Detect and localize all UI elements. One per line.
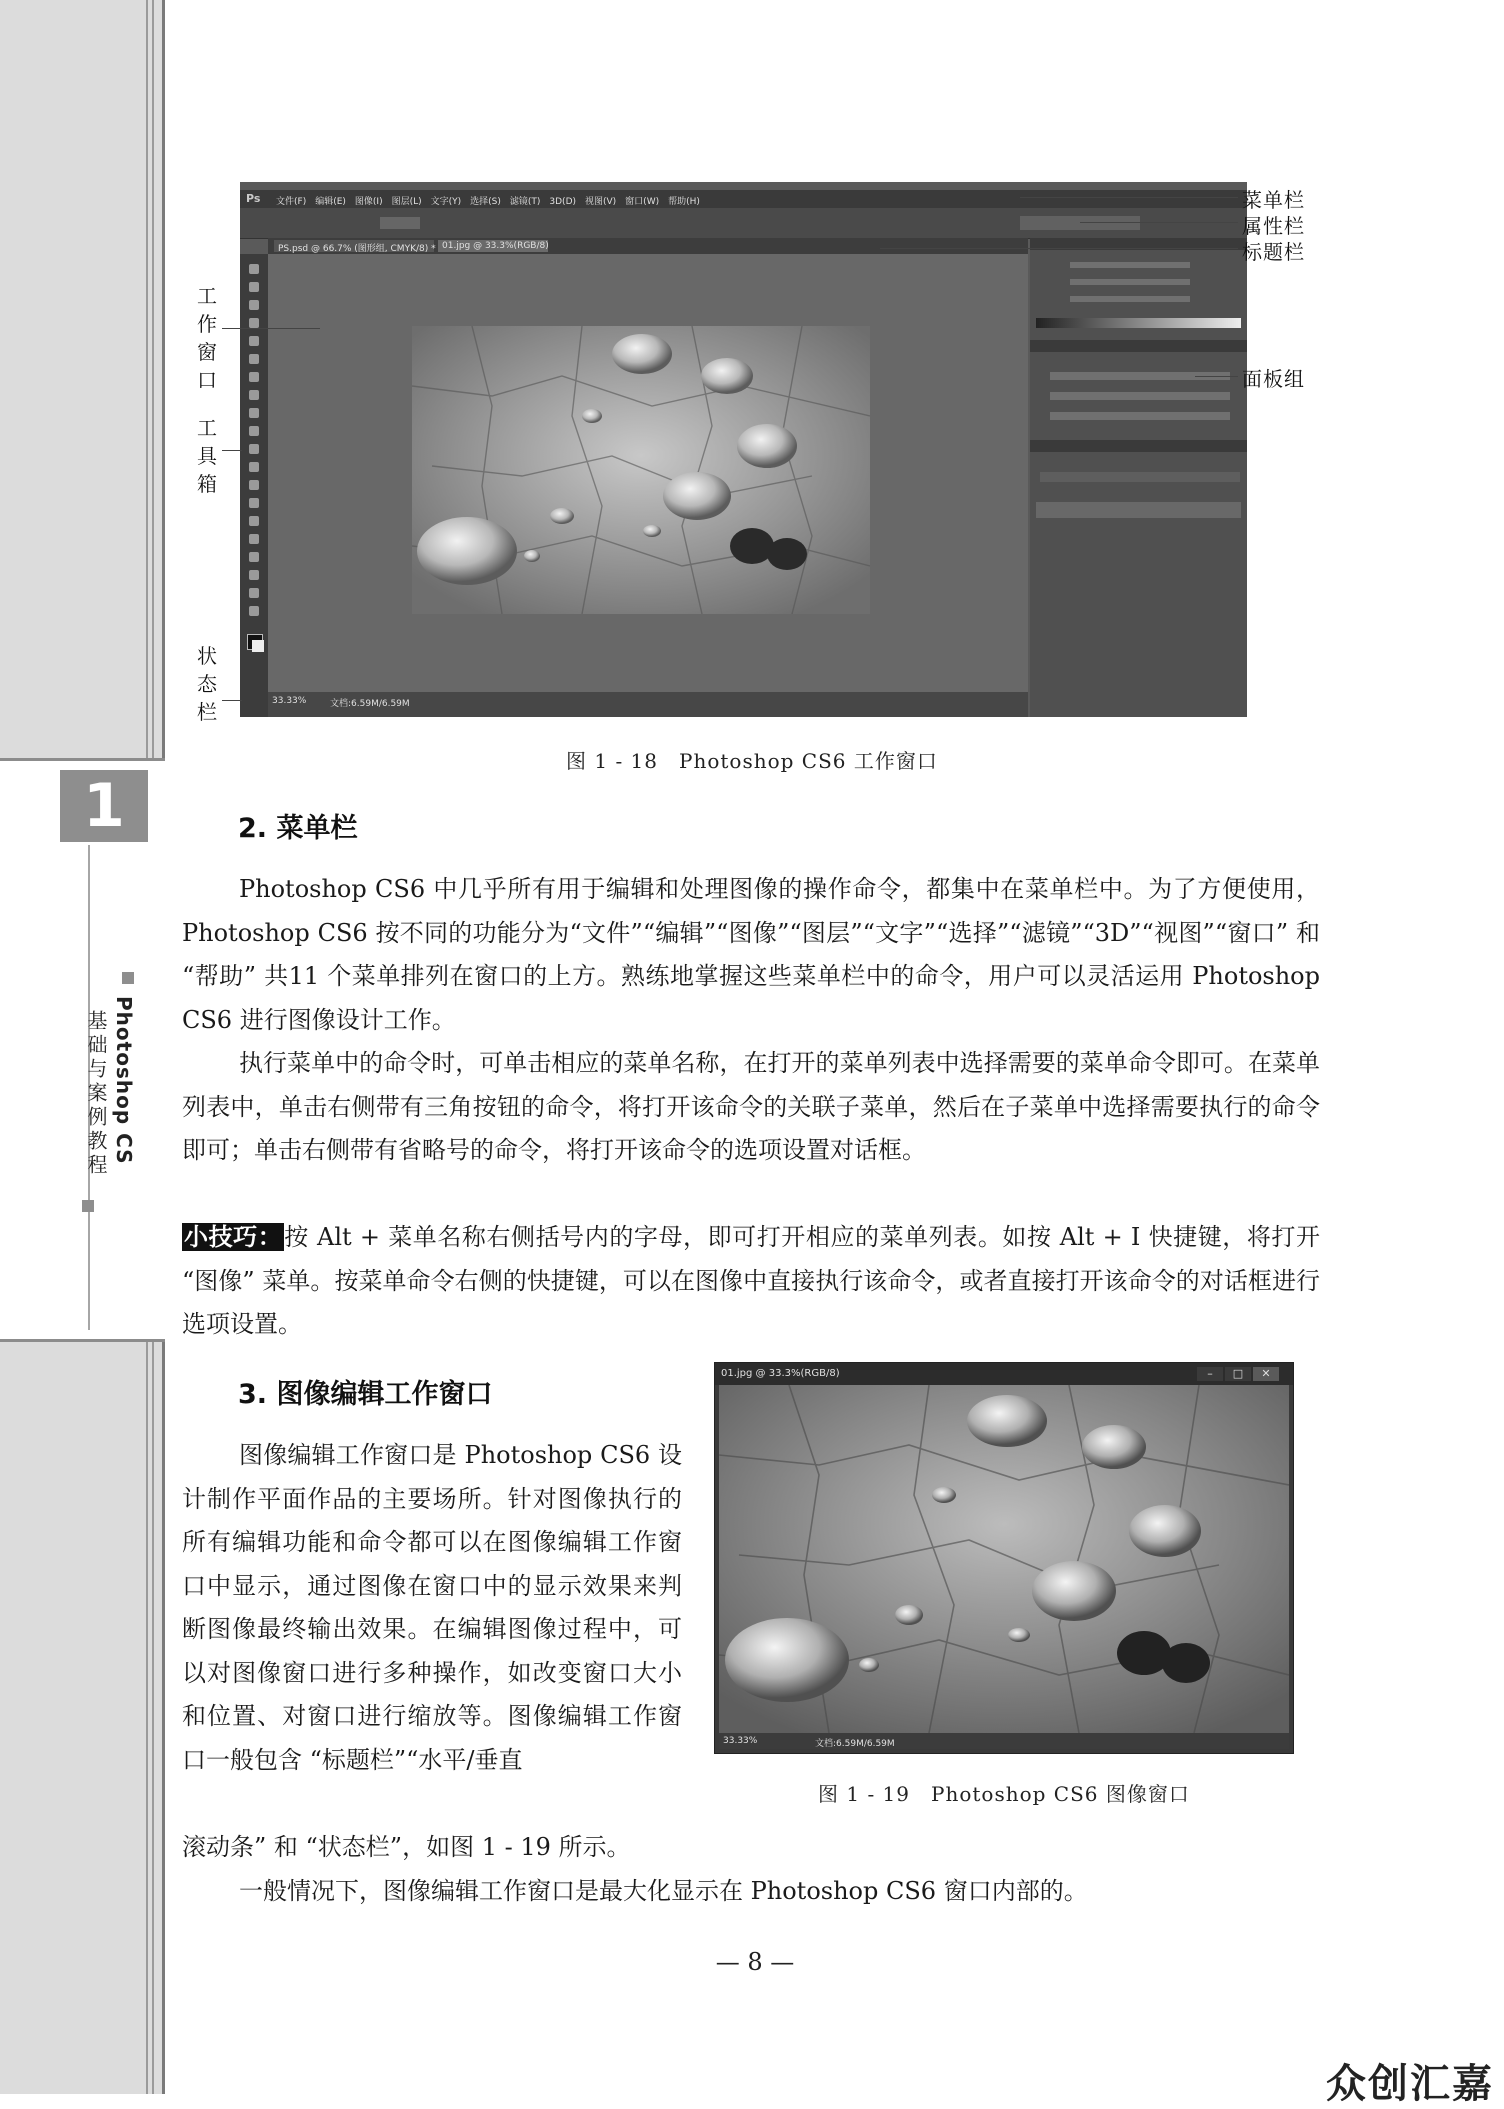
close-icon: ✕: [1253, 1367, 1279, 1381]
tip-label: 小技巧：: [184, 1223, 283, 1251]
book-subtitle: 基础与案例教程: [84, 1010, 108, 1178]
adjustments-panel-header: [1030, 340, 1247, 352]
marquee-tool-icon: [249, 282, 259, 292]
pen-tool-icon: [249, 516, 259, 526]
label-work-window: 工作窗口: [197, 284, 217, 392]
section-heading: 2. 菜单栏: [238, 813, 358, 844]
watermark: 众创汇嘉: [1326, 2061, 1494, 2107]
tab2-label: 01.jpg @ 33.3%(RGB/8): [442, 241, 549, 251]
leader-line: [880, 248, 1238, 249]
wand-tool-icon: [249, 318, 259, 328]
ps-tab: [274, 240, 434, 252]
ps-toolbox: [240, 254, 268, 717]
waterdrop-photo: [719, 1385, 1289, 1733]
page-number: — 8 —: [715, 1948, 795, 1976]
history-brush-icon: [249, 426, 259, 436]
ps-logo: Ps: [246, 192, 261, 205]
type-tool-icon: [249, 534, 259, 544]
slider-track: [1070, 296, 1190, 302]
layers-panel-header: [1030, 440, 1247, 452]
layer-options: [1040, 472, 1240, 482]
ps-tab-active: [438, 240, 548, 252]
image-window-titlebar: [715, 1363, 1293, 1385]
figure-caption: 图 1 - 18 Photoshop CS6 工作窗口: [566, 749, 938, 773]
stamp-tool-icon: [249, 408, 259, 418]
minimize-icon: –: [1197, 1367, 1223, 1381]
move-tool-icon: [249, 264, 259, 274]
section-heading: 3. 图像编辑工作窗口: [238, 1379, 493, 1410]
layer-row: [1036, 502, 1241, 518]
maximize-icon: □: [1225, 1367, 1251, 1381]
path-tool-icon: [249, 552, 259, 562]
leader-line: [1080, 222, 1238, 223]
option-field: [380, 217, 420, 229]
label-properties-bar: 属性栏: [1242, 214, 1305, 238]
body-paragraph: Photoshop CS6 中几乎所有用于编辑和处理图像的操作命令，都集中在菜单栏中。为了方便使用，Photoshop CS6 按不同的功能分为“文件”“编辑”“图像”“图层”“文字”“选择”“滤镜”“3D”“视图”“窗口” 和 “帮助” 共11 个菜单排列在窗口的上方。熟练地掌握这些菜单栏中的命令，用户可以灵活运用 Photoshop CS6 进行图像设计工作。: [182, 875, 1320, 1034]
color-ramp: [1036, 318, 1241, 328]
hand-tool-icon: [249, 588, 259, 598]
blur-tool-icon: [249, 480, 259, 490]
eyedropper-tool-icon: [249, 354, 259, 364]
zoom-readout: 33.33%: [272, 696, 307, 706]
brush-tool-icon: [249, 390, 259, 400]
workspace-select: [1020, 216, 1140, 230]
slider-track: [1070, 279, 1190, 285]
tip-paragraph: [182, 1216, 1320, 1347]
eraser-tool-icon: [249, 444, 259, 454]
ps-menu-items: 文件(F) 编辑(E) 图像(I) 图层(L) 文字(Y) 选择(S) 滤镜(T) 3D(D) 视图(V) 窗口(W) 帮助(H): [276, 197, 700, 207]
tab1-label: PS.psd @ 66.7% (图形组, CMYK/8) *: [278, 244, 436, 254]
marker-square: [122, 972, 134, 984]
doc-size-readout: 文档:6.59M/6.59M: [330, 699, 410, 709]
zoom-readout: 33.33%: [723, 1736, 758, 1746]
body-paragraph: 执行菜单中的命令时，可单击相应的菜单名称，在打开的菜单列表中选择需要的菜单命令即可。在菜单列表中，单击右侧带有三角按钮的命令，将打开该命令的关联子菜单，然后在子菜单中选择需要执行的命令即可；单击右侧带有省略号的命令，将打开该命令的选项设置对话框。: [182, 1049, 1320, 1164]
adjustment-icons-row: [1050, 412, 1230, 420]
gradient-tool-icon: [249, 462, 259, 472]
book-title: Photoshop CS: [112, 996, 136, 1165]
body-paragraph: 图像编辑工作窗口是 Photoshop CS6 设计制作平面作品的主要场所。针对图像执行的所有编辑功能和命令都可以在图像编辑工作窗口中显示，通过图像在窗口中的显示效果来判断图像最终输出效果。在编辑图像过程中，可以对图像窗口进行多种操作，如改变窗口大小和位置、对窗口进行缩放等。图像编辑工作窗口一般包含 “标题栏”“水平/垂直: [182, 1441, 682, 1774]
adjustment-icons-row: [1050, 392, 1230, 400]
leader-line: [222, 328, 320, 329]
image-window-title: 01.jpg @ 33.3%(RGB/8): [721, 1368, 840, 1379]
doc-size-readout: 文档:6.59M/6.59M: [815, 1739, 895, 1749]
background-color-icon: [252, 640, 264, 652]
ps-properties-bar: [240, 208, 1247, 239]
label-title-bar: 标题栏: [1242, 240, 1305, 264]
slider-track: [1070, 262, 1190, 268]
tip-text: 按 Alt + 菜单名称右侧括号内的字母，即可打开相应的菜单列表。如按 Alt + I 快捷键，将打开 “图像” 菜单。按菜单命令右侧的快捷键，可以在图像中直接执行该命令，或者直接打开该命令的对话框进行选项设置。: [182, 1223, 1321, 1338]
ps-status-bar: [268, 692, 1028, 717]
chapter-number: 1: [83, 771, 125, 841]
shape-tool-icon: [249, 570, 259, 580]
crop-tool-icon: [249, 336, 259, 346]
label-status-bar: 状态栏: [197, 644, 217, 724]
leader-line: [222, 450, 242, 451]
label-panel-group: 面板组: [1242, 367, 1305, 391]
leader-line: [222, 700, 242, 701]
healing-tool-icon: [249, 372, 259, 382]
ps-menubar: [240, 190, 1247, 208]
marker-square: [82, 1200, 94, 1212]
figure-1-18: [240, 182, 1247, 717]
image-window-status-bar: [719, 1733, 1289, 1749]
lasso-tool-icon: [249, 300, 259, 310]
figure-1-19: [714, 1362, 1294, 1754]
figure-caption: 图 1 - 19 Photoshop CS6 图像窗口: [818, 1782, 1190, 1806]
body-paragraph-cont: 滚动条” 和 “状态栏”，如图 1 - 19 所示。: [182, 1833, 631, 1861]
label-menu-bar: 菜单栏: [1242, 188, 1305, 212]
body-paragraph: 一般情况下，图像编辑工作窗口是最大化显示在 Photoshop CS6 窗口内部的。: [239, 1877, 1088, 1905]
label-toolbox: 工具箱: [197, 416, 217, 496]
zoom-tool-icon: [249, 606, 259, 616]
leader-line: [1020, 197, 1238, 198]
dodge-tool-icon: [249, 498, 259, 508]
leader-line: [1195, 376, 1238, 377]
waterdrop-photo: [412, 326, 870, 614]
